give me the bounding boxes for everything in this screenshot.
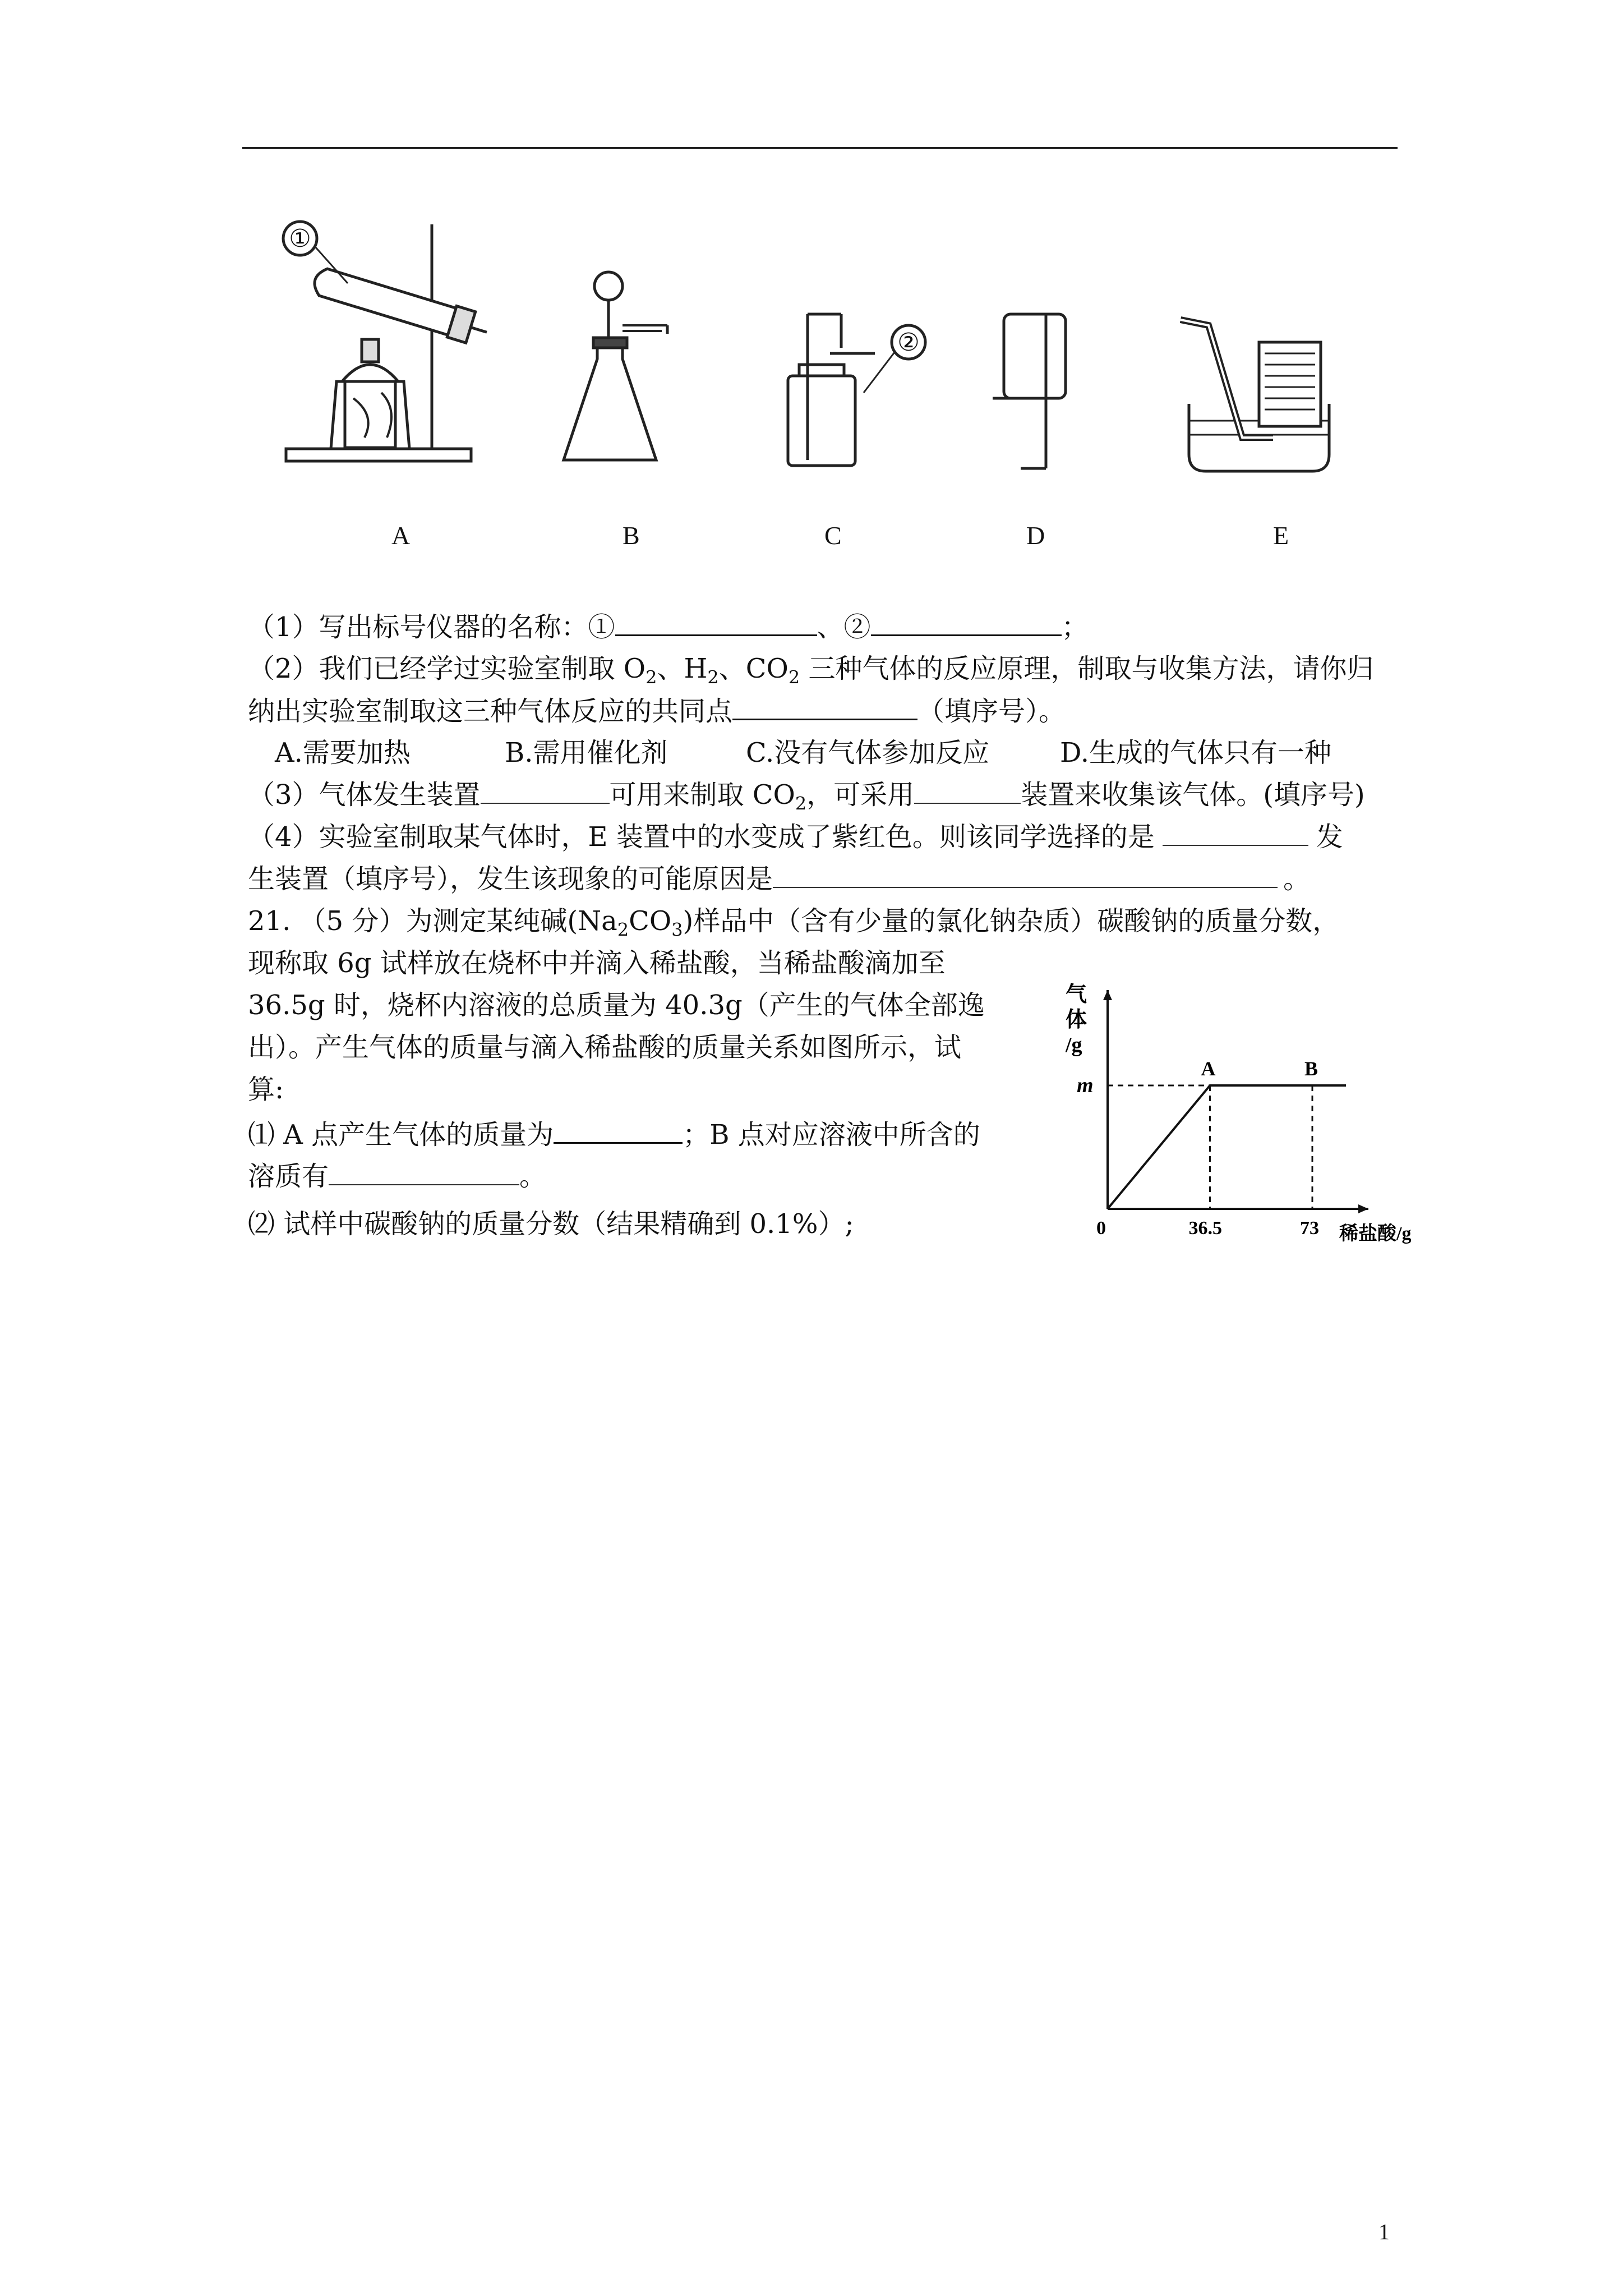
- apparatus-e: [1181, 320, 1329, 471]
- option-b[interactable]: B.需用催化剂: [505, 737, 668, 769]
- q20-part1-end: ；: [1061, 611, 1089, 643]
- answer-blank[interactable]: [481, 777, 610, 804]
- q21-line4: 出）。产生气体的质量与滴入稀盐酸的质量关系如图所示，试: [248, 1032, 962, 1063]
- text: （2）我们已经学过实验室制取 O: [248, 653, 646, 684]
- text: 纳出实验室制取这三种气体反应的共同点: [248, 696, 733, 727]
- option-a[interactable]: A.需要加热: [275, 737, 411, 769]
- text: ⑴ A 点产生气体的质量为: [248, 1119, 554, 1151]
- q20-part1-text: （1）写出标号仪器的名称：①: [248, 611, 615, 643]
- q21-line6: [248, 1116, 980, 1153]
- q21-line1: [248, 903, 1339, 948]
- text: 溶质有: [248, 1161, 329, 1192]
- option-c[interactable]: C.没有气体参加反应: [746, 737, 990, 769]
- text: （4）实验室制取某气体时，E 装置中的水变成了紫红色。则该同学选择的是: [248, 821, 1155, 853]
- q21-line3: 36.5g 时，烧杯内溶液的总质量为 40.3g（产生的气体全部逸: [248, 990, 985, 1021]
- answer-blank[interactable]: [773, 861, 1278, 888]
- y-axis-label-1: 气: [1066, 983, 1087, 1006]
- marker-1: ①: [289, 224, 311, 253]
- apparatus-d: [993, 314, 1066, 468]
- answer-blank[interactable]: [732, 693, 917, 720]
- figure-label-b: B: [623, 521, 640, 550]
- subscript: 2: [788, 666, 800, 688]
- x-tick-73: 73: [1300, 1218, 1319, 1239]
- apparatus-a: [286, 224, 491, 461]
- subscript: 2: [645, 666, 657, 688]
- q20-options: [248, 735, 1331, 771]
- figure-label-e: E: [1273, 521, 1289, 550]
- text: （3）气体发生装置: [248, 779, 481, 811]
- text: （填序号）。: [917, 696, 1066, 727]
- series-line: [1108, 1085, 1346, 1209]
- q20-part1: [248, 609, 1089, 645]
- figure-label-a: A: [391, 521, 411, 550]
- text: CO: [629, 905, 672, 937]
- apparatus-figure: [269, 213, 1368, 482]
- apparatus-b: [564, 272, 667, 460]
- q21-line8: ⑵ 试样中碳酸钠的质量分数（结果精确到 0.1%）;: [248, 1208, 854, 1240]
- q21-line5: 算:: [248, 1074, 284, 1105]
- x-tick-36-5: 36.5: [1188, 1218, 1222, 1239]
- text: 、CO: [718, 653, 789, 684]
- text: 、H: [657, 653, 708, 684]
- point-label-a: A: [1201, 1057, 1216, 1080]
- text: 。: [519, 1161, 547, 1192]
- y-tick-m: m: [1077, 1074, 1094, 1097]
- figure-label-d: D: [1026, 521, 1045, 550]
- q20-part4-line1: [248, 819, 1343, 855]
- answer-blank[interactable]: [329, 1158, 519, 1185]
- y-axis-arrow: [1103, 990, 1112, 1000]
- figure-label-c: C: [824, 521, 842, 550]
- x-axis-arrow: [1358, 1204, 1368, 1213]
- gas-vs-acid-chart: [1054, 968, 1412, 1248]
- point-label-b: B: [1304, 1057, 1318, 1080]
- answer-blank[interactable]: [914, 777, 1021, 804]
- answer-blank[interactable]: [554, 1116, 683, 1144]
- text: ；B 点对应溶液中所含的: [683, 1119, 980, 1151]
- page-number: 1: [1378, 2219, 1390, 2244]
- text: )样品中（含有少量的氯化钠杂质）碳酸钠的质量分数，: [683, 905, 1340, 937]
- text: 可用来制取 CO: [609, 779, 795, 811]
- text: 。: [1283, 863, 1311, 895]
- subscript: 2: [707, 666, 719, 688]
- q20-part1-mid: 、②: [817, 611, 871, 643]
- text: ，可采用: [806, 779, 915, 811]
- q20-part2-line2: [248, 693, 1066, 729]
- q20-part2-line1: [248, 651, 1373, 696]
- text: 发: [1316, 821, 1343, 853]
- text: 三种气体的反应原理，制取与收集方法，请你归: [800, 653, 1374, 684]
- answer-blank[interactable]: [1163, 819, 1308, 846]
- option-d[interactable]: D.生成的气体只有一种: [1060, 737, 1332, 769]
- text: 生装置（填序号），发生该现象的可能原因是: [248, 863, 773, 895]
- q20-part3: [248, 777, 1365, 822]
- q21-line7: [248, 1158, 546, 1194]
- answer-blank[interactable]: [615, 609, 817, 636]
- subscript: 2: [795, 793, 807, 815]
- origin-label: 0: [1096, 1218, 1106, 1239]
- header-rule: [242, 147, 1398, 149]
- y-axis-label-3: /g: [1066, 1033, 1082, 1057]
- text: 21. （5 分）为测定某纯碱(Na: [248, 905, 617, 937]
- q21-line2: 现称取 6g 试样放在烧杯中并滴入稀盐酸，当稀盐酸滴加至: [248, 947, 946, 979]
- y-axis-label-2: 体: [1066, 1008, 1087, 1032]
- marker-2: ②: [897, 328, 920, 357]
- text: 装置来收集该气体。(填序号): [1021, 779, 1365, 811]
- subscript: 3: [671, 919, 683, 941]
- answer-blank[interactable]: [871, 609, 1062, 636]
- subscript: 2: [617, 919, 629, 941]
- x-axis-label: 稀盐酸/g: [1339, 1223, 1412, 1244]
- q20-part4-line2: [248, 861, 1310, 897]
